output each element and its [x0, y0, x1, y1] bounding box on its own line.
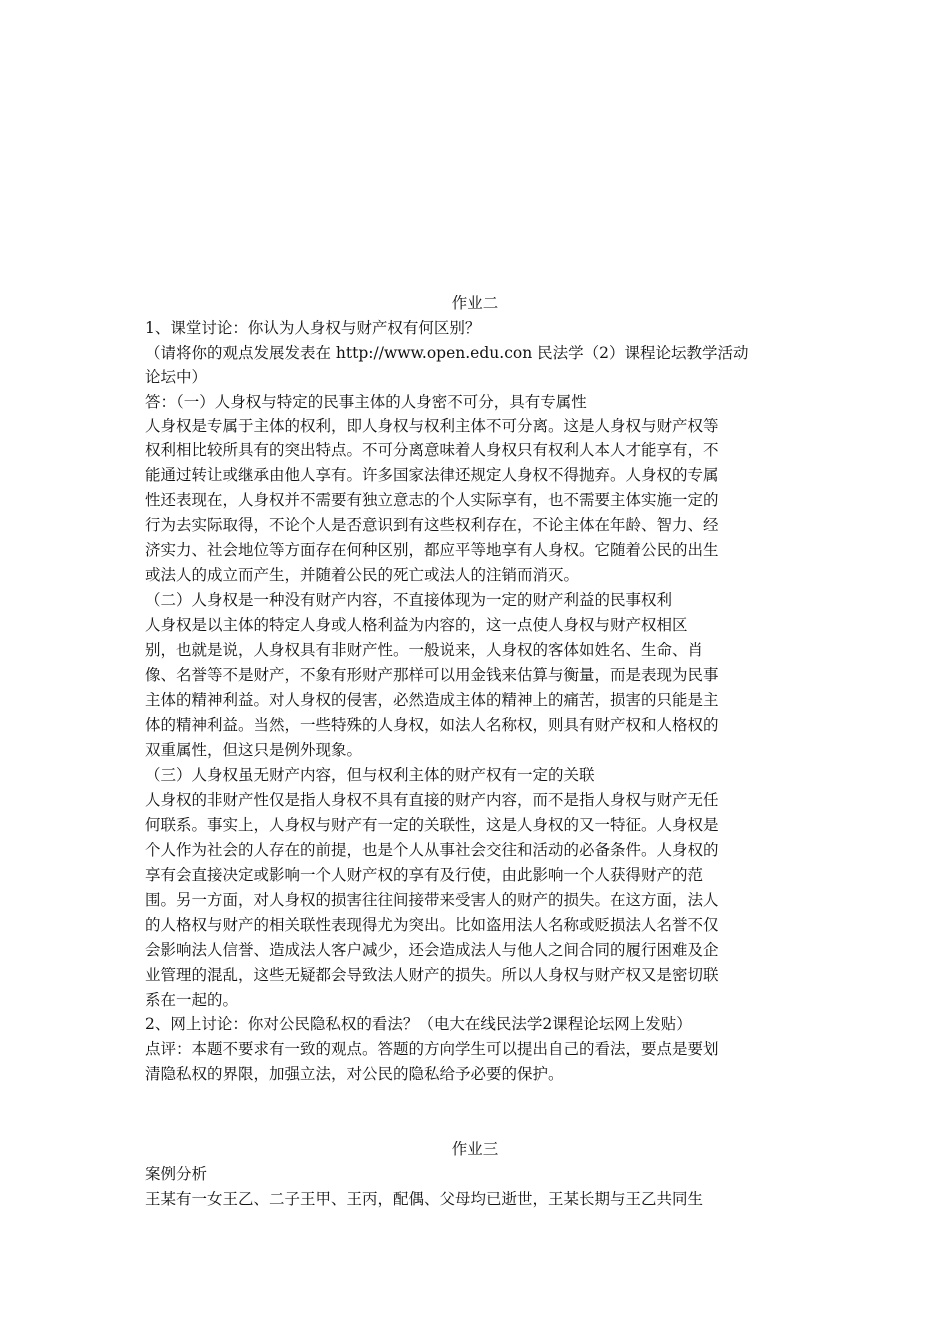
paragraph-3-line: 享有会直接决定或影响一个人财产权的享有及行使，由此影响一个人获得财产的范: [145, 866, 704, 884]
paragraph-1-line: 或法人的成立而产生，并随着公民的死亡或法人的注销而消灭。: [145, 566, 580, 584]
paragraph-1-line: 人身权是专属于主体的权利，即人身权与权利主体不可分离。这是人身权与财产权等: [145, 417, 719, 435]
comment-line: 点评：本题不要求有一致的观点。答题的方向学生可以提出自己的看法，要点是要划: [145, 1040, 719, 1058]
paragraph-2-line: 别，也就是说，人身权具有非财产性。一般说来，人身权的客体如姓名、生命、肖: [145, 641, 704, 659]
assignment-3-title: 作业三: [451, 1140, 499, 1158]
paragraph-1-line: 行为去实际取得，不论个人是否意识到有这些权利存在，不论主体在年龄、智力、经: [145, 516, 719, 534]
paragraph-2-line: 双重属性，但这只是例外现象。: [145, 741, 363, 759]
paragraph-1-line: 性还表现在，人身权并不需要有独立意志的个人实际享有，也不需要主体实施一定的: [145, 491, 719, 509]
paragraph-3-line: 会影响法人信誉、造成法人客户减少，还会造成法人与他人之间合同的履行困难及企: [145, 941, 719, 959]
paragraph-1-line: 济实力、社会地位等方面存在何种区别，都应平等地享有人身权。它随着公民的出生: [145, 541, 719, 559]
answer-point-2: （二）人身权是一种没有财产内容，不直接体现为一定的财产利益的民事权利: [145, 591, 673, 609]
paragraph-1-line: 能通过转让或继承由他人享有。许多国家法律还规定人身权不得抛弃。人身权的专属: [145, 466, 719, 484]
paragraph-2-line: 体的精神利益。当然，一些特殊的人身权，如法人名称权，则具有财产权和人格权的: [145, 716, 719, 734]
assignment-2-title: 作业二: [451, 294, 499, 312]
answer-point-1: 答：（一）人身权与特定的民事主体的人身密不可分，具有专属性: [145, 393, 587, 411]
question-2: 2、网上讨论：你对公民隐私权的看法？（电大在线民法学2课程论坛网上发贴）: [145, 1015, 692, 1033]
section-heading: 案例分析: [145, 1165, 208, 1183]
question-1: 1、课堂讨论：你认为人身权与财产权有何区别？: [145, 319, 481, 337]
paragraph-3-line: 围。另一方面，对人身权的损害往往间接带来受害人的财产的损失。在这方面，法人: [145, 891, 719, 909]
paragraph-3-line: 人身权的非财产性仅是指人身权不具有直接的财产内容，而不是指人身权与财产无任: [145, 791, 719, 809]
paragraph-3-line: 业管理的混乱，这些无疑都会导致法人财产的损失。所以人身权与财产权又是密切联: [145, 966, 719, 984]
paragraph-3-line: 的人格权与财产的相关联性表现得尤为突出。比如盗用法人名称或贬损法人名誉不仅: [145, 916, 719, 934]
answer-point-3: （三）人身权虽无财产内容，但与权利主体的财产权有一定的关联: [145, 766, 595, 784]
instruction-line-1: （请将你的观点发展发表在 http://www.open.edu.con 民法学（2）课程论坛教学活动: [145, 344, 749, 362]
comment-line: 清隐私权的界限，加强立法，对公民的隐私给予必要的保护。: [145, 1065, 564, 1083]
paragraph-1-line: 权利相比较所具有的突出特点。不可分离意味着人身权只有权利人本人才能享有，不: [145, 441, 719, 459]
paragraph-3-line: 何联系。事实上，人身权与财产有一定的关联性，这是人身权的又一特征。人身权是: [145, 816, 719, 834]
paragraph-3-line: 个人作为社会的人存在的前提，也是个人从事社会交往和活动的必备条件。人身权的: [145, 841, 719, 859]
paragraph-3-line: 系在一起的。: [145, 991, 239, 1009]
case-text-line: 王某有一女王乙、二子王甲、王丙，配偶、父母均已逝世，王某长期与王乙共同生: [145, 1190, 704, 1208]
instruction-line-2: 论坛中）: [145, 368, 208, 386]
paragraph-2-line: 像、名誉等不是财产，不象有形财产那样可以用金钱来估算与衡量，而是表现为民事: [145, 666, 719, 684]
paragraph-2-line: 主体的精神利益。对人身权的侵害，必然造成主体的精神上的痛苦，损害的只能是主: [145, 691, 719, 709]
paragraph-2-line: 人身权是以主体的特定人身或人格利益为内容的，这一点使人身权与财产权相区: [145, 616, 688, 634]
